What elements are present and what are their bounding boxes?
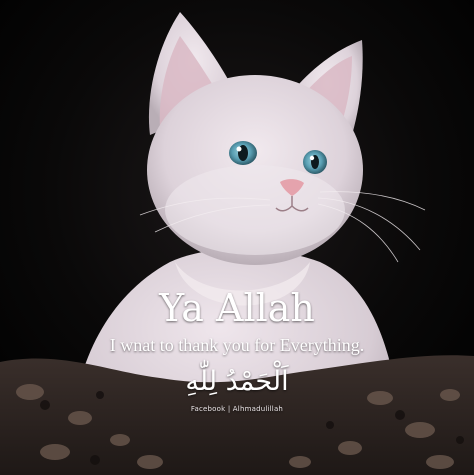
subline-text: I wnat to thank you for Everything. bbox=[109, 335, 365, 355]
headline-text: Ya Allah bbox=[159, 286, 315, 330]
cheek-fluff bbox=[165, 165, 345, 255]
credit-text: Facebook | Alhmadulillah bbox=[190, 405, 284, 413]
right-eye-glint bbox=[310, 156, 314, 160]
arabic-calligraphy-text: اَلْحَمْدُ لِلّٰهِ bbox=[185, 366, 289, 397]
left-eye-glint bbox=[237, 147, 242, 152]
